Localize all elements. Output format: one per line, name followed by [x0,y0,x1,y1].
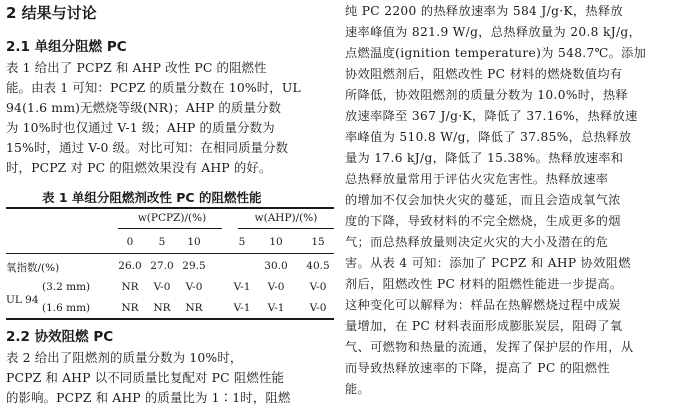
table-cell: 40.5 [306,260,330,272]
text-line: 的影响。PCPZ 和 AHP 的质量比为 1∶1时，阻燃 [6,390,291,405]
column-header: 10 [187,236,201,248]
table-cell: NR [121,281,139,293]
group-header-pcpz: w(PCPZ)/(%) [137,212,207,224]
row-label-1-6mm: (1.6 mm) [42,302,91,314]
table-cell: V-0 [309,302,327,314]
text-line: 所降低，协效阻燃剂的质量分数为 10.0%时，热释 [345,88,628,102]
column-header: 10 [269,236,283,248]
row-label-3-2mm: (3.2 mm) [42,281,91,293]
column-header: 5 [158,236,166,248]
table-cell: 26.0 [118,260,142,272]
table-cell: V-0 [153,281,171,293]
table-cell: 30.0 [264,260,288,272]
table-cell: V-1 [233,281,251,293]
column-header: 5 [238,236,246,248]
text-line: 能。 [345,382,371,396]
group-header-ahp: w(AHP)/(%) [254,212,318,224]
text-line: 速率峰值为 821.9 W/g，总热释放量为 20.8 kJ/g， [345,25,642,39]
text-line: 这种变化可以解释为：样品在热解燃烧过程中成炭 [345,298,621,312]
text-line: 总热释放量常用于评估火灾危害性。热释放速率 [345,172,609,186]
section-title: 2 结果与讨论 [6,4,97,22]
text-line: 害。从表 4 可知：添加了 PCPZ 和 AHP 协效阻燃 [345,256,631,270]
text-line: 时，PCPZ 对 PC 的阻燃效果没有 AHP 的好。 [6,160,272,175]
table-cell: V-0 [267,281,285,293]
column-header: 0 [126,236,134,248]
table-cell: V-0 [309,281,327,293]
text-line: 协效阻燃剂后，阻燃改性 PC 材料的燃烧数值均有 [345,67,623,81]
row-label-oxygen-index: 氧指数/(%) [6,262,60,274]
table-cell: NR [185,302,203,314]
text-line: 量为 17.6 kJ/g，降低了 15.38%。热释放速率和 [345,151,624,165]
text-line: 的增加不仅会加快火灾的蔓延，而且会造成氧气浓 [345,193,621,207]
table-bottom-rule [6,318,334,320]
subsection-title-2-1: 2.1 单组分阻燃 PC [6,39,127,55]
text-line: 15%时，通过 V-0 级。对比可知：在相同质量分数 [6,140,289,155]
table-cell: V-0 [185,281,203,293]
text-line: 剂后，阻燃改性 PC 材料的阻燃性能进一步提高。 [345,277,623,291]
row-group-label-ul94: UL 94 [6,294,39,306]
text-line: 放速率降至 367 J/g·K，降低了 37.16%，热释放速 [345,109,638,123]
text-line: 率峰值为 510.8 W/g，降低了 37.85%，总热释放 [345,130,632,144]
table-cell: V-1 [233,302,251,314]
text-line: 气；而总热释放量则决定火灾的大小及潜在的危 [345,235,609,249]
text-line: 表 2 给出了阻燃剂的质量分数为 10%时， [6,350,243,365]
group-rule-pcpz [118,228,222,229]
table-caption: 表 1 单组分阻燃剂改性 PC 的阻燃性能 [42,190,262,205]
table-mid-rule [6,253,334,254]
table-cell: 27.0 [150,260,174,272]
text-line: 度的下降，导致材料的不完全燃烧，生成更多的烟 [345,214,621,228]
text-line: 点燃温度(ignition temperature)为 548.7℃。添加 [345,46,647,60]
text-line: 而导致热释放速率的下降，提高了 PC 的阻燃性 [345,361,610,375]
text-line: 94(1.6 mm)无燃烧等级(NR)；AHP 的质量分数 [6,100,282,115]
text-line: PCPZ 和 AHP 以不同质量比复配对 PC 阻燃性能 [6,370,285,385]
table-cell: NR [153,302,171,314]
table-cell: NR [121,302,139,314]
text-line: 气、可燃物和热量的流通，发挥了保护层的作用，从 [345,340,634,354]
text-line: 纯 PC 2200 的热释放速率为 584 J/g·K，热释放 [345,4,624,18]
text-line: 能。由表 1 可知：PCPZ 的质量分数在 10%时，UL [6,80,301,95]
table-top-rule [6,207,334,209]
text-line: 量增加，在 PC 材料表面形成膨胀炭层，阻碍了氧 [345,319,623,333]
subsection-title-2-2: 2.2 协效阻燃 PC [6,329,114,345]
column-header: 15 [311,236,325,248]
text-line: 表 1 给出了 PCPZ 和 AHP 改性 PC 的阻燃性 [6,60,267,75]
text-line: 为 10%时也仅通过 V-1 级；AHP 的质量分数为 [6,120,275,135]
group-rule-ahp [238,228,334,229]
table-cell: V-1 [267,302,285,314]
table-cell: 29.5 [182,260,206,272]
